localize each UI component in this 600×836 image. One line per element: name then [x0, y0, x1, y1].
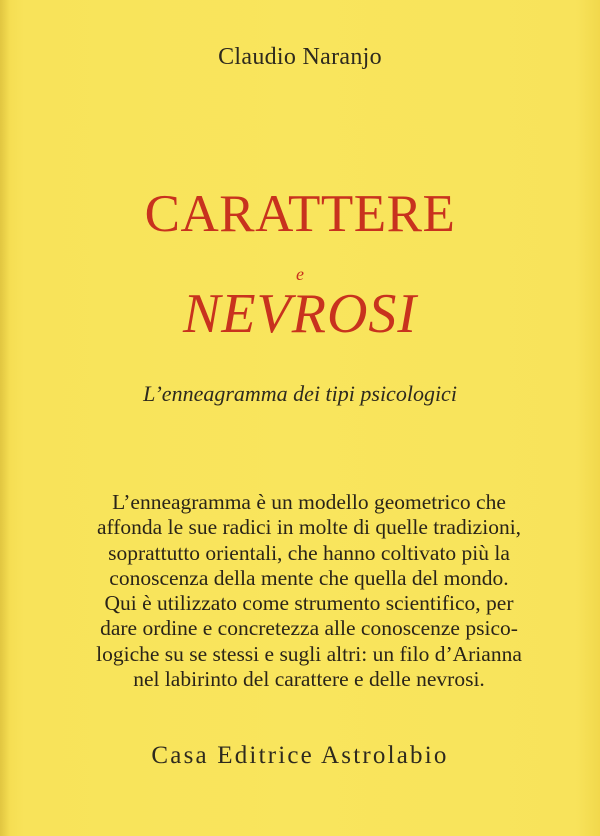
author-name: Claudio Naranjo — [218, 44, 382, 70]
blurb-line: logiche su se stessi e sugli altri: un filo d’Arianna — [96, 641, 522, 666]
blurb-line: dare ordine e concretezza alle conoscenze psico- — [100, 616, 518, 641]
blurb-line: nel labirinto del carattere e delle nevrosi. — [133, 667, 485, 692]
blurb-text — [74, 490, 544, 692]
title-line-1: CARATTERE — [144, 185, 456, 243]
publisher-name: Casa Editrice Astrolabio — [151, 742, 449, 769]
blurb-line: Qui è utilizzato come strumento scientifico, per — [104, 591, 514, 616]
subtitle: L’enneagramma dei tipi psicologici — [143, 381, 457, 406]
title-line-2: NEVROSI — [182, 283, 418, 345]
title-conjunction: e — [296, 264, 304, 284]
spine-shadow — [0, 0, 10, 836]
blurb-line: affonda le sue radici in molte di quelle tradizioni, — [96, 515, 522, 540]
blurb-line: soprattutto orientali, che hanno coltivato più la — [108, 540, 510, 565]
blurb-line: L’enneagramma è un modello geometrico che — [112, 490, 506, 514]
blurb-line: conoscenza della mente che quella del mondo. — [109, 565, 509, 590]
